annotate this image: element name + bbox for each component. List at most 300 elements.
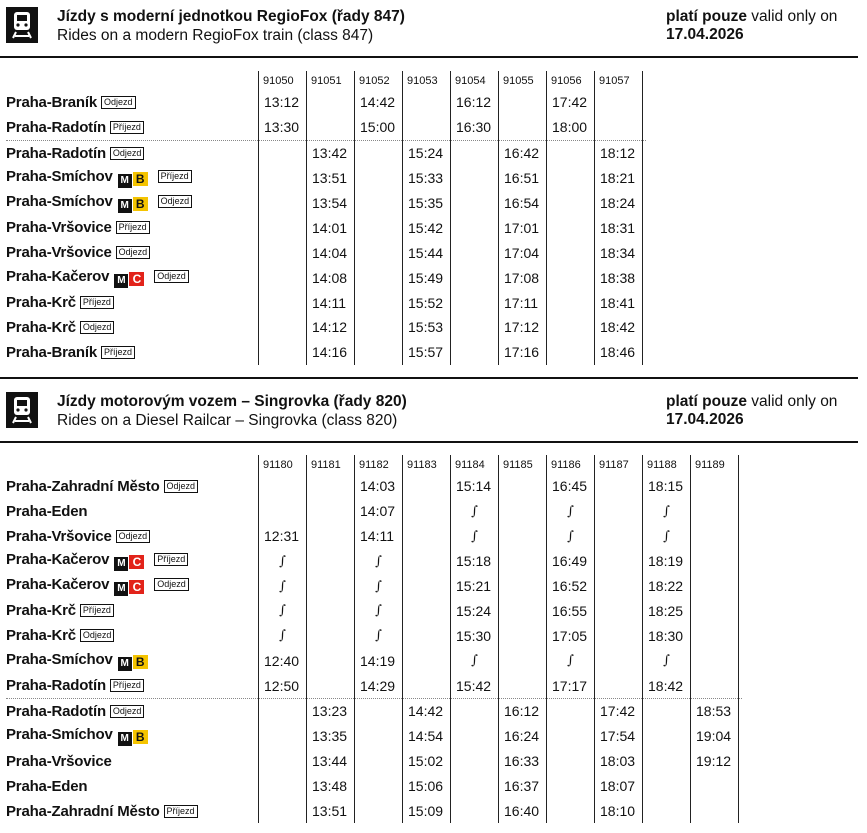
- time-cell: [307, 524, 355, 549]
- time-cell: 13:30: [259, 115, 307, 140]
- time-cell: [499, 524, 547, 549]
- time-cell: 12:50: [259, 673, 307, 698]
- departure-tag: Odjezd: [110, 705, 145, 718]
- pass-through-mark: ∫: [547, 499, 595, 524]
- time-cell: 17:54: [595, 724, 643, 749]
- metro-icon: M: [118, 732, 132, 746]
- metro-icon: M: [118, 199, 132, 213]
- time-cell: [259, 774, 307, 799]
- time-cell: [307, 90, 355, 115]
- table-row: [6, 340, 646, 365]
- station-cell: [6, 549, 259, 574]
- table-row: [6, 265, 646, 290]
- time-cell: [451, 799, 499, 824]
- departure-tag: Odjezd: [101, 96, 136, 109]
- time-cell: 17:05: [547, 623, 595, 648]
- station-name: Praha-Smíchov: [6, 650, 113, 668]
- time-cell: 16:49: [547, 549, 595, 574]
- time-cell: 17:04: [499, 240, 547, 265]
- station-cell: [6, 215, 259, 240]
- time-cell: 14:11: [355, 524, 403, 549]
- train-icon: [6, 7, 38, 43]
- time-cell: 15:02: [403, 749, 451, 774]
- metro-line-label: B: [133, 197, 148, 211]
- time-cell: [499, 90, 547, 115]
- time-cell: [259, 340, 307, 365]
- departure-tag: Odjezd: [154, 270, 189, 283]
- time-cell: [355, 191, 403, 216]
- time-cell: 14:04: [307, 240, 355, 265]
- departure-tag: Odjezd: [110, 147, 145, 160]
- time-cell: 14:42: [403, 699, 451, 724]
- time-cell: 18:25: [643, 598, 691, 623]
- time-cell: 13:51: [307, 799, 355, 824]
- time-cell: [547, 265, 595, 290]
- station-name: Praha-Krč: [6, 627, 76, 645]
- time-cell: [259, 499, 307, 524]
- time-cell: 12:31: [259, 524, 307, 549]
- time-cell: [307, 648, 355, 673]
- time-cell: [547, 699, 595, 724]
- time-cell: 14:11: [307, 290, 355, 315]
- time-cell: [307, 623, 355, 648]
- time-cell: 19:12: [691, 749, 739, 774]
- station-cell: [6, 166, 259, 191]
- arrival-tag: Příjezd: [80, 296, 114, 309]
- time-cell: [547, 240, 595, 265]
- pass-through-mark: ∫: [355, 549, 403, 574]
- time-cell: 19:04: [691, 724, 739, 749]
- time-cell: 16:54: [499, 191, 547, 216]
- time-cell: [259, 290, 307, 315]
- time-cell: 14:07: [355, 499, 403, 524]
- station-cell: [6, 265, 259, 290]
- station-name: Praha-Smíchov: [6, 168, 113, 186]
- metro-b-badge: [118, 170, 148, 188]
- time-cell: [595, 648, 643, 673]
- time-cell: 17:01: [499, 215, 547, 240]
- table-row: [6, 774, 742, 799]
- timetable: [6, 71, 646, 365]
- time-cell: [451, 166, 499, 191]
- metro-line-label: B: [133, 172, 148, 186]
- time-cell: 18:10: [595, 799, 643, 824]
- time-cell: [259, 140, 307, 165]
- metro-line-label: B: [133, 655, 148, 669]
- time-cell: [547, 191, 595, 216]
- metro-b-badge: [118, 195, 148, 213]
- time-cell: [643, 774, 691, 799]
- metro-line-label: C: [129, 555, 144, 569]
- time-cell: [595, 499, 643, 524]
- time-cell: 17:42: [547, 90, 595, 115]
- table-row: [6, 799, 742, 824]
- time-cell: [355, 215, 403, 240]
- time-cell: 13:23: [307, 699, 355, 724]
- station-name: Praha-Radotín: [6, 144, 106, 162]
- time-cell: [355, 774, 403, 799]
- table-row: [6, 673, 742, 698]
- table-row: [6, 623, 742, 648]
- pass-through-mark: ∫: [451, 648, 499, 673]
- station-cell: [6, 115, 259, 140]
- time-cell: [403, 115, 451, 140]
- time-cell: 18:31: [595, 215, 643, 240]
- time-cell: 15:09: [403, 799, 451, 824]
- time-cell: [691, 799, 739, 824]
- metro-b-badge: [118, 728, 148, 746]
- departure-tag: Odjezd: [154, 578, 189, 591]
- time-cell: 18:46: [595, 340, 643, 365]
- divider: [0, 56, 858, 58]
- arrival-tag: Příjezd: [101, 346, 135, 359]
- validity-date: 17.04.2026: [666, 26, 744, 43]
- station-cell: [6, 474, 259, 499]
- time-cell: 15:53: [403, 315, 451, 340]
- time-cell: 15:00: [355, 115, 403, 140]
- station-cell: [6, 574, 259, 599]
- station-name: Praha-Krč: [6, 294, 76, 312]
- pass-through-mark: ∫: [451, 499, 499, 524]
- train-number: 91187: [595, 455, 643, 474]
- time-cell: 15:33: [403, 166, 451, 191]
- table-row: [6, 166, 646, 191]
- time-cell: 18:21: [595, 166, 643, 191]
- time-cell: [403, 648, 451, 673]
- time-cell: 18:15: [643, 474, 691, 499]
- pass-through-mark: ∫: [259, 549, 307, 574]
- table-row: [6, 749, 742, 774]
- time-cell: [499, 574, 547, 599]
- time-cell: [499, 598, 547, 623]
- metro-c-badge: [114, 553, 144, 571]
- time-cell: 13:35: [307, 724, 355, 749]
- time-cell: [643, 699, 691, 724]
- station-name: Praha-Radotín: [6, 677, 106, 695]
- time-cell: [259, 474, 307, 499]
- station-name: Praha-Eden: [6, 777, 88, 795]
- time-cell: [307, 474, 355, 499]
- train-number: 91188: [643, 455, 691, 474]
- table-row: [6, 524, 742, 549]
- time-cell: 13:54: [307, 191, 355, 216]
- time-cell: [547, 290, 595, 315]
- time-cell: 15:57: [403, 340, 451, 365]
- time-cell: [355, 699, 403, 724]
- table-row: [6, 240, 646, 265]
- time-cell: [547, 340, 595, 365]
- time-cell: 18:03: [595, 749, 643, 774]
- departure-tag: Odjezd: [164, 480, 199, 493]
- time-cell: [691, 524, 739, 549]
- time-cell: 17:12: [499, 315, 547, 340]
- time-cell: 15:21: [451, 574, 499, 599]
- section-subtitle: Rides on a Diesel Railcar – Singrovka (class 820): [57, 412, 398, 429]
- train-number: 91181: [307, 455, 355, 474]
- station-name: Praha-Braník: [6, 343, 97, 361]
- pass-through-mark: ∫: [355, 574, 403, 599]
- train-number: 91180: [259, 455, 307, 474]
- time-cell: 18:07: [595, 774, 643, 799]
- time-cell: 15:18: [451, 549, 499, 574]
- time-cell: [691, 574, 739, 599]
- train-number: 91184: [451, 455, 499, 474]
- metro-line-label: C: [129, 272, 144, 286]
- pass-through-mark: ∫: [643, 524, 691, 549]
- station-name: Praha-Braník: [6, 93, 97, 111]
- time-cell: 16:33: [499, 749, 547, 774]
- time-cell: 17:42: [595, 699, 643, 724]
- train-number: 91056: [547, 71, 595, 90]
- time-cell: 13:48: [307, 774, 355, 799]
- time-cell: [691, 474, 739, 499]
- train-number: 91051: [307, 71, 355, 90]
- time-cell: [595, 574, 643, 599]
- metro-icon: M: [118, 174, 132, 188]
- station-cell: [6, 499, 259, 524]
- time-cell: [451, 774, 499, 799]
- train-number: 91185: [499, 455, 547, 474]
- time-cell: 16:24: [499, 724, 547, 749]
- station-name: Praha-Zahradní Město: [6, 477, 160, 495]
- pass-through-mark: ∫: [259, 623, 307, 648]
- timetable: [6, 455, 742, 823]
- station-name: Praha-Kačerov: [6, 267, 110, 285]
- time-cell: [355, 724, 403, 749]
- time-cell: 15:42: [451, 673, 499, 698]
- time-cell: 16:30: [451, 115, 499, 140]
- metro-c-badge: [114, 270, 144, 288]
- time-cell: 15:49: [403, 265, 451, 290]
- section-subtitle: Rides on a modern RegioFox train (class 847): [57, 27, 374, 44]
- time-cell: [451, 191, 499, 216]
- time-cell: 15:24: [451, 598, 499, 623]
- time-cell: [403, 499, 451, 524]
- table-row: [6, 315, 646, 340]
- time-cell: 16:12: [499, 699, 547, 724]
- time-cell: [355, 240, 403, 265]
- time-cell: [691, 549, 739, 574]
- time-cell: 13:12: [259, 90, 307, 115]
- time-cell: [451, 290, 499, 315]
- table-row: [6, 549, 742, 574]
- time-cell: [547, 799, 595, 824]
- time-cell: [259, 724, 307, 749]
- time-cell: 14:03: [355, 474, 403, 499]
- time-cell: 18:38: [595, 265, 643, 290]
- pass-through-mark: ∫: [259, 598, 307, 623]
- train-icon: [6, 392, 38, 428]
- station-cell: [6, 191, 259, 216]
- time-cell: [307, 115, 355, 140]
- time-cell: 18:22: [643, 574, 691, 599]
- time-cell: [451, 140, 499, 165]
- time-cell: 14:08: [307, 265, 355, 290]
- table-row: [6, 699, 742, 724]
- metro-icon: M: [114, 582, 128, 596]
- station-cell: [6, 623, 259, 648]
- time-cell: [355, 140, 403, 165]
- train-number: 91054: [451, 71, 499, 90]
- station-name: Praha-Kačerov: [6, 576, 110, 593]
- time-cell: [451, 699, 499, 724]
- train-number: 91183: [403, 455, 451, 474]
- time-cell: [691, 774, 739, 799]
- time-cell: 16:45: [547, 474, 595, 499]
- departure-tag: Odjezd: [158, 195, 193, 208]
- arrival-tag: Příjezd: [110, 121, 144, 134]
- time-cell: 13:42: [307, 140, 355, 165]
- station-name: Praha-Smíchov: [6, 726, 113, 744]
- time-cell: [259, 799, 307, 824]
- table-row: [6, 648, 742, 673]
- train-number: 91057: [595, 71, 643, 90]
- arrival-tag: Příjezd: [164, 805, 198, 818]
- time-cell: [403, 673, 451, 698]
- table-row: [6, 499, 742, 524]
- time-cell: [307, 598, 355, 623]
- time-cell: [403, 90, 451, 115]
- station-name: Praha-Vršovice: [6, 752, 112, 770]
- train-number-row: [6, 455, 742, 474]
- station-cell: [6, 749, 259, 774]
- table-row: [6, 598, 742, 623]
- time-cell: 18:41: [595, 290, 643, 315]
- time-cell: 14:42: [355, 90, 403, 115]
- station-cell: [6, 598, 259, 623]
- validity-date: 17.04.2026: [666, 411, 744, 428]
- section-header: [0, 385, 867, 435]
- section-header: [0, 0, 867, 50]
- time-cell: [451, 215, 499, 240]
- time-cell: [307, 574, 355, 599]
- validity-note: platí pouze valid only on 17.04.2026: [666, 8, 838, 43]
- time-cell: 15:06: [403, 774, 451, 799]
- departure-tag: Odjezd: [80, 321, 115, 334]
- time-cell: [547, 140, 595, 165]
- time-cell: [595, 598, 643, 623]
- time-cell: [499, 115, 547, 140]
- departure-tag: Odjezd: [116, 530, 151, 543]
- station-name: Praha-Vršovice: [6, 527, 112, 545]
- time-cell: [355, 265, 403, 290]
- time-cell: 12:40: [259, 648, 307, 673]
- time-cell: [307, 499, 355, 524]
- time-cell: [403, 623, 451, 648]
- departure-tag: Odjezd: [116, 246, 151, 259]
- station-cell: [6, 240, 259, 265]
- time-cell: 16:12: [451, 90, 499, 115]
- station-cell: [6, 673, 259, 698]
- table-row: [6, 191, 646, 216]
- station-name: Praha-Smíchov: [6, 193, 113, 210]
- station-cell: [6, 774, 259, 799]
- section-singrovka: [0, 385, 867, 820]
- arrival-tag: Příjezd: [116, 221, 150, 234]
- time-cell: [547, 166, 595, 191]
- table-row: [6, 215, 646, 240]
- train-number: 91053: [403, 71, 451, 90]
- station-name: Praha-Kačerov: [6, 551, 110, 569]
- time-cell: [547, 724, 595, 749]
- pass-through-mark: ∫: [355, 598, 403, 623]
- time-cell: 14:12: [307, 315, 355, 340]
- time-cell: 17:08: [499, 265, 547, 290]
- time-cell: [259, 265, 307, 290]
- time-cell: [691, 623, 739, 648]
- time-cell: [547, 215, 595, 240]
- section-title: Jízdy motorovým vozem – Singrovka (řady 820): [57, 393, 407, 410]
- time-cell: 14:29: [355, 673, 403, 698]
- time-cell: 15:44: [403, 240, 451, 265]
- table-row: [6, 90, 646, 115]
- station-cell: [6, 315, 259, 340]
- table-row: [6, 115, 646, 140]
- time-cell: [451, 240, 499, 265]
- time-cell: 18:30: [643, 623, 691, 648]
- metro-icon: M: [114, 274, 128, 288]
- time-cell: 13:51: [307, 166, 355, 191]
- time-cell: [547, 749, 595, 774]
- time-cell: [259, 166, 307, 191]
- time-cell: 18:00: [547, 115, 595, 140]
- departure-tag: Odjezd: [80, 629, 115, 642]
- table-row: [6, 474, 742, 499]
- train-number: 91055: [499, 71, 547, 90]
- time-cell: [499, 499, 547, 524]
- time-cell: [355, 799, 403, 824]
- time-cell: [595, 115, 643, 140]
- time-cell: [259, 240, 307, 265]
- time-cell: 15:30: [451, 623, 499, 648]
- train-number: 91186: [547, 455, 595, 474]
- table-row: [6, 290, 646, 315]
- time-cell: [643, 724, 691, 749]
- time-cell: 16:40: [499, 799, 547, 824]
- time-cell: [403, 474, 451, 499]
- station-name: Praha-Krč: [6, 602, 76, 620]
- time-cell: [355, 315, 403, 340]
- time-cell: [691, 673, 739, 698]
- station-name: Praha-Krč: [6, 318, 76, 336]
- time-cell: [595, 90, 643, 115]
- train-number: 91189: [691, 455, 739, 474]
- time-cell: 13:44: [307, 749, 355, 774]
- station-name: Praha-Vršovice: [6, 244, 112, 262]
- time-cell: 16:51: [499, 166, 547, 191]
- time-cell: 14:16: [307, 340, 355, 365]
- train-number-row: [6, 71, 646, 90]
- train-number: 91052: [355, 71, 403, 90]
- time-cell: 15:35: [403, 191, 451, 216]
- train-number: 91050: [259, 71, 307, 90]
- time-cell: 15:52: [403, 290, 451, 315]
- time-cell: 14:19: [355, 648, 403, 673]
- time-cell: [595, 623, 643, 648]
- time-cell: 17:16: [499, 340, 547, 365]
- time-cell: [451, 724, 499, 749]
- time-cell: 14:01: [307, 215, 355, 240]
- time-cell: [547, 774, 595, 799]
- time-cell: [547, 315, 595, 340]
- metro-line-label: C: [129, 580, 144, 594]
- validity-note: platí pouze valid only on 17.04.2026: [666, 393, 838, 428]
- time-cell: [259, 315, 307, 340]
- time-cell: 15:24: [403, 140, 451, 165]
- time-cell: [499, 549, 547, 574]
- time-cell: [355, 340, 403, 365]
- metro-icon: M: [114, 557, 128, 571]
